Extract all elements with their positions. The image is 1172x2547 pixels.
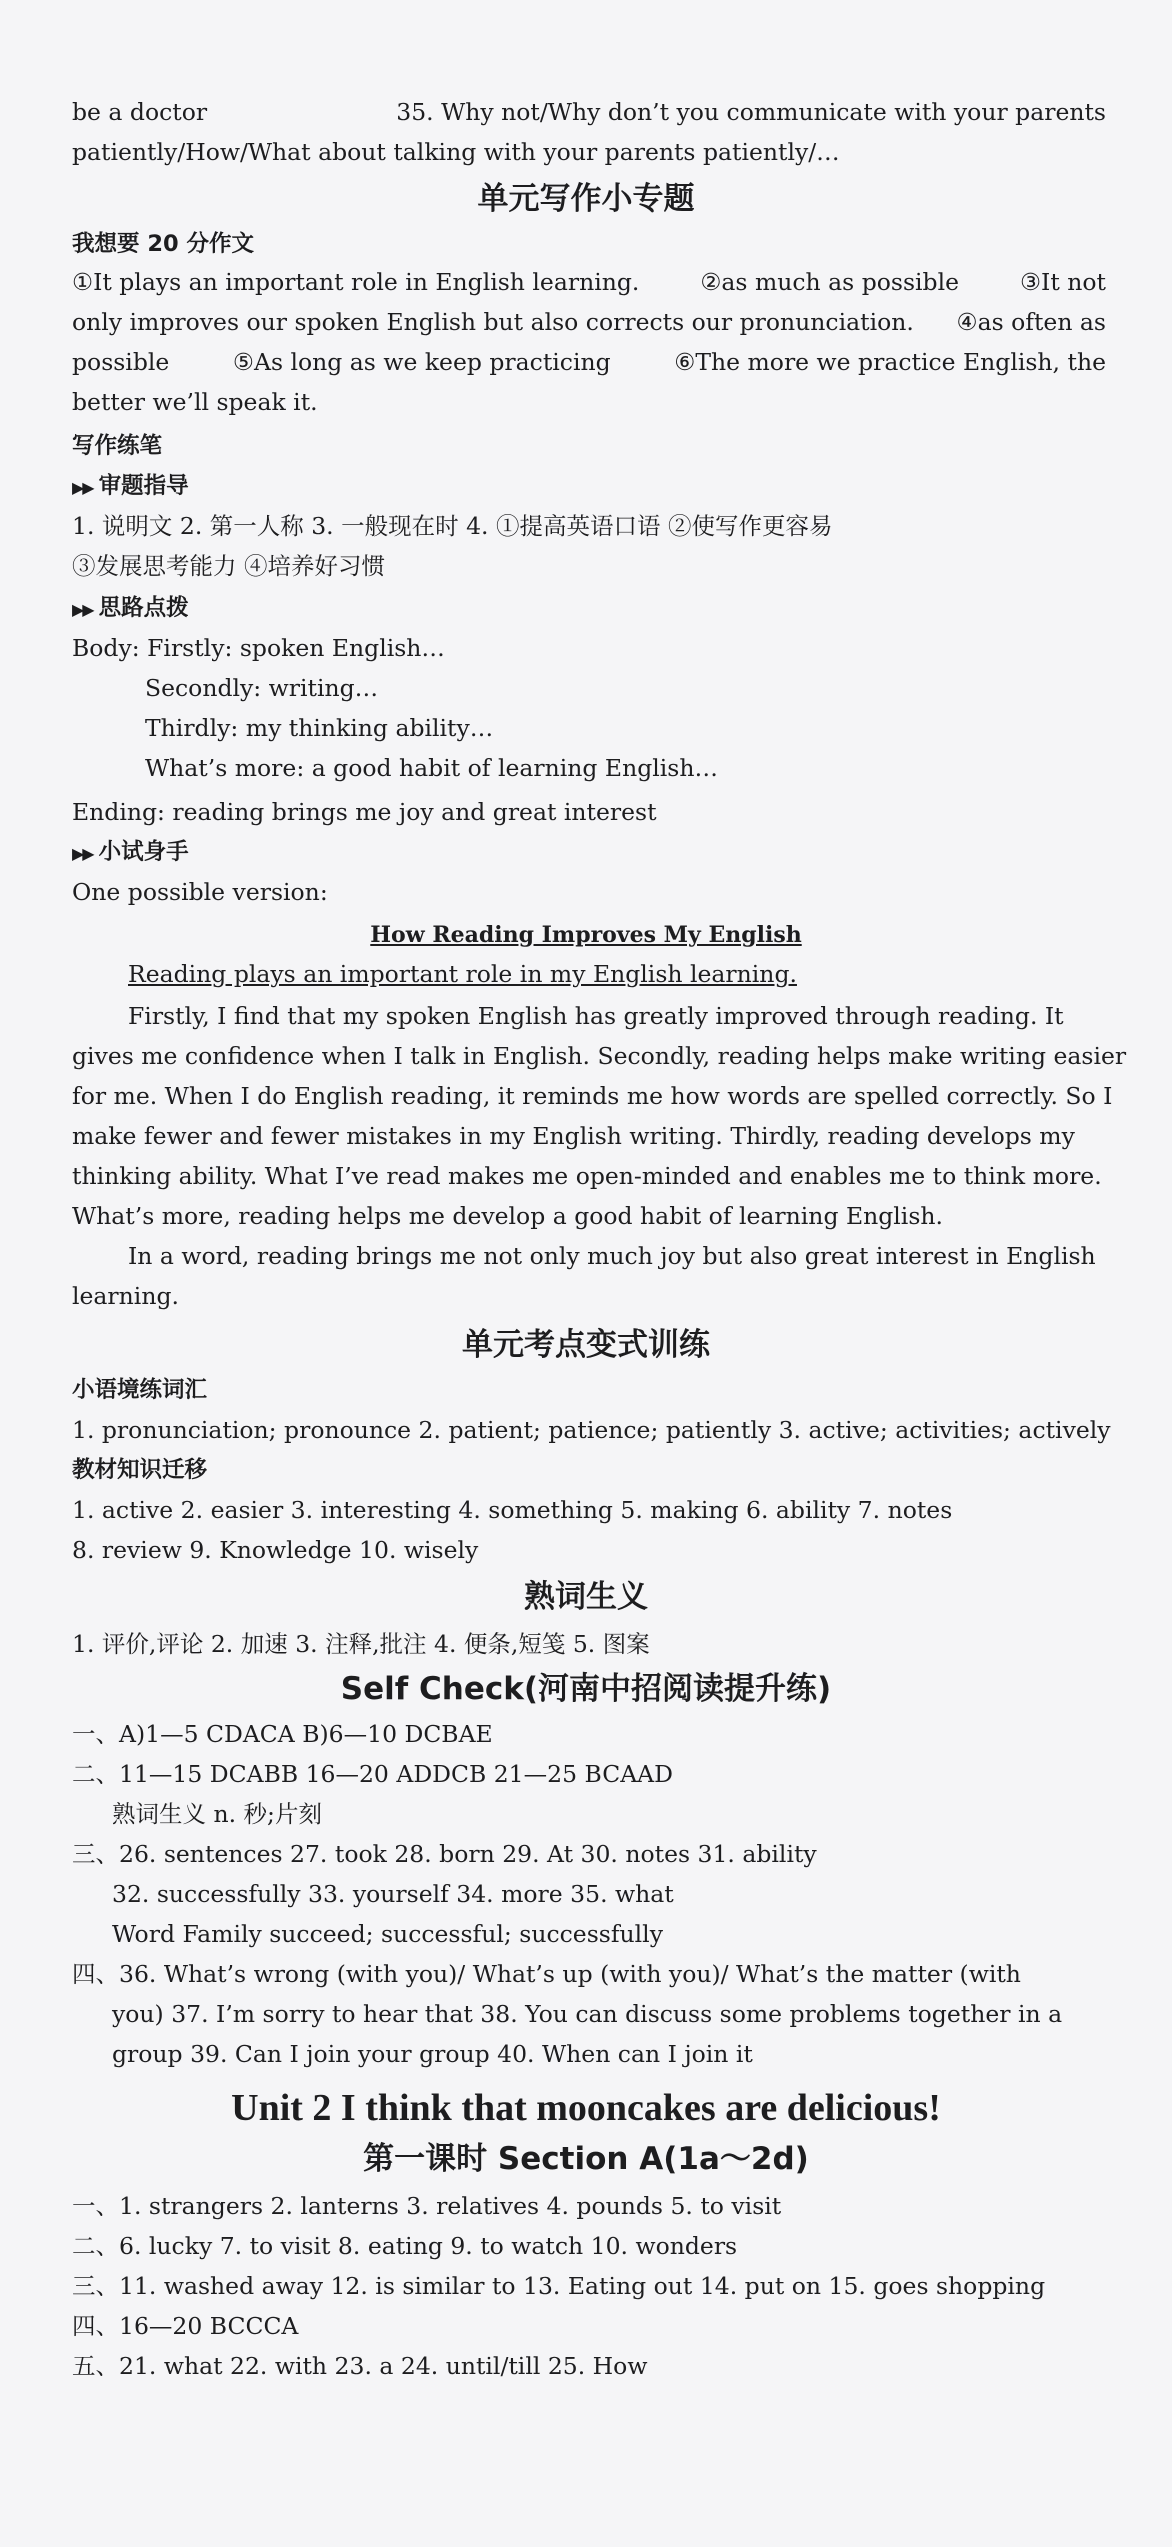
answer-line: you) 37. I’m sorry to hear that 38. You can discuss some problems together in a [112,2000,1063,2028]
essay-line: In a word, reading brings me not only much joy but also great interest in English [128,1242,1096,1270]
answer-line: 四、36. What’s wrong (with you)/ What’s up (with you)/ What’s the matter (with [72,1960,1021,1988]
answer-line: 1. pronunciation; pronounce 2. patient; patience; patiently 3. active; activities; actively [72,1416,1111,1444]
answer-line: 二、6. lucky 7. to visit 8. eating 9. to watch 10. wonders [72,2232,738,2260]
triangle-arrow-icon: ▶▶ [72,600,93,619]
answer-line: possible ⑤As long as we keep practicing ⑥The more we practice English, the [72,348,1106,376]
section-title: 熟词生义 [524,1579,648,1615]
essay-title: How Reading Improves My English [370,922,802,948]
answer-line: 一、A)1—5 CDACA B)6—10 DCBAE [72,1720,493,1748]
essay-line: Firstly, I find that my spoken English has greatly improved through reading. It [128,1002,1064,1030]
answer-line: 1. 说明文 2. 第一人称 3. 一般现在时 4. ①提高英语口语 ②使写作更容易 [72,512,833,540]
triangle-arrow-icon: ▶▶ [72,478,93,497]
subsection-title: ▶▶ 审题指导 [72,473,189,499]
answer-line: Ending: reading brings me joy and great interest [72,798,657,826]
essay-line: What’s more, reading helps me develop a good habit of learning English. [72,1202,943,1230]
section-title: 单元写作小专题 [477,181,695,217]
answer-line: ①It plays an important role in English learning. ②as much as possible ③It not [72,268,1106,296]
subsection-title: 写作练笔 [72,433,163,459]
answer-line: 一、1. strangers 2. lanterns 3. relatives 4. pounds 5. to visit [72,2192,782,2220]
answer-line: 1. active 2. easier 3. interesting 4. something 5. making 6. ability 7. notes [72,1496,953,1524]
answer-line: be a doctor 35. Why not/Why don’t you communicate with your parents [72,98,1106,126]
answer-line: 三、26. sentences 27. took 28. born 29. At 30. notes 31. ability [72,1840,817,1868]
answer-line: 三、11. washed away 12. is similar to 13. Eating out 14. put on 15. goes shopping [72,2272,1046,2300]
subsection-title: ▶▶ 思路点拨 [72,595,189,621]
subsection-title: 教材知识迁移 [72,1457,208,1483]
subsection-title: 小语境练词汇 [72,1377,208,1403]
essay-line: for me. When I do English reading, it reminds me how words are spelled correctly. So I [72,1082,1113,1110]
essay-line: learning. [72,1282,179,1310]
answer-line: 四、16—20 BCCCA [72,2312,299,2340]
subsection-title: 我想要 20 分作文 [72,231,254,257]
answer-line: 熟词生义 n. 秒;片刻 [112,1800,322,1828]
essay-line: Reading plays an important role in my English learning. [128,960,797,988]
answer-line: One possible version: [72,878,328,906]
answer-line: only improves our spoken English but also corrects our pronunciation. ④as often as [72,308,1106,336]
answer-line: 二、11—15 DCABB 16—20 ADDCB 21—25 BCAAD [72,1760,673,1788]
answer-line: Thirdly: my thinking ability… [145,714,494,742]
unit-title: Unit 2 I think that mooncakes are delicious! [231,2087,941,2129]
subsection-title: ▶▶ 小试身手 [72,839,189,865]
answer-line: 8. review 9. Knowledge 10. wisely [72,1536,479,1564]
essay-line: make fewer and fewer mistakes in my English writing. Thirdly, reading develops my [72,1122,1075,1150]
answer-line: What’s more: a good habit of learning English… [145,754,718,782]
answer-line: better we’ll speak it. [72,388,318,416]
answer-line: 32. successfully 33. yourself 34. more 35. what [112,1880,674,1908]
lesson-title: 第一课时 Section A(1a～2d) [363,2141,809,2177]
answer-line: Body: Firstly: spoken English… [72,634,445,662]
answer-line: group 39. Can I join your group 40. When can I join it [112,2040,753,2068]
section-title: 单元考点变式训练 [462,1327,710,1363]
section-title: Self Check(河南中招阅读提升练) [340,1671,832,1707]
triangle-arrow-icon: ▶▶ [72,844,93,863]
answer-line: ③发展思考能力 ④培养好习惯 [72,552,385,580]
answer-line: 五、21. what 22. with 23. a 24. until/till 25. How [72,2352,648,2380]
essay-line: gives me confidence when I talk in English. Secondly, reading helps make writing easier [72,1042,1127,1070]
answer-line: Word Family succeed; successful; successfully [112,1920,663,1948]
answer-line: 1. 评价,评论 2. 加速 3. 注释,批注 4. 便条,短笺 5. 图案 [72,1630,650,1658]
answer-line: patiently/How/What about talking with your parents patiently/… [72,138,840,166]
essay-line: thinking ability. What I’ve read makes me open-minded and enables me to think more. [72,1162,1102,1190]
answer-line: Secondly: writing… [145,674,379,702]
